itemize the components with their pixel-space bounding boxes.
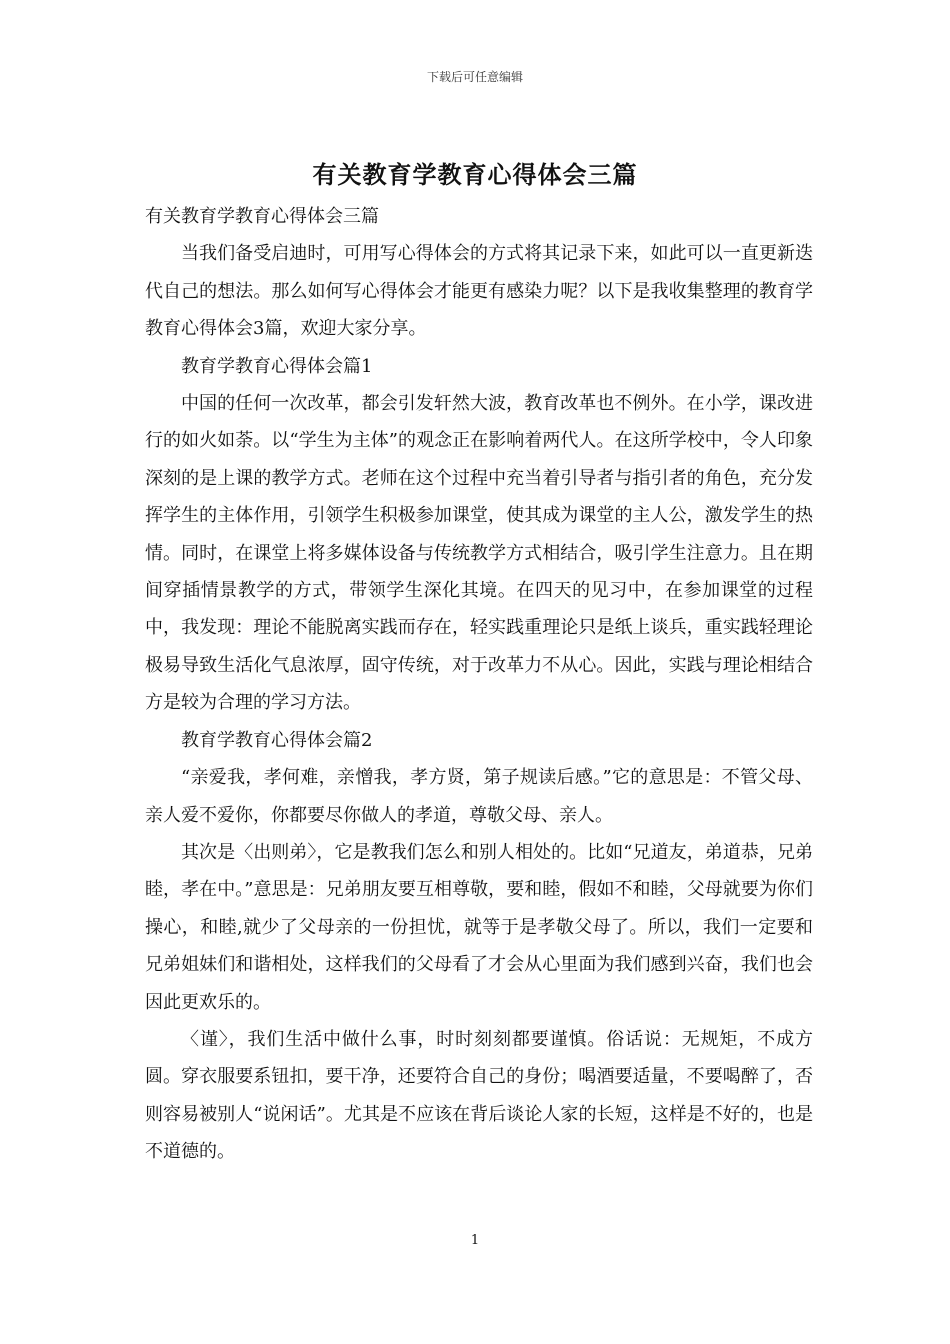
section-heading-2: 教育学教育心得体会篇2 — [181, 729, 373, 751]
body-paragraph: “亲爱我，孝何难，亲憎我，孝方贤，第子规读后感。”它的意思是：不管父母、亲人爱不爱你，你都要尽你做人的孝道，尊敬父母、亲人。 — [145, 767, 813, 826]
section-heading-1: 教育学教育心得体会篇1 — [181, 355, 373, 377]
document-title: 有关教育学教育心得体会三篇 — [312, 160, 638, 189]
body-paragraph: 〈谨〉，我们生活中做什么事，时时刻刻都要谨慎。俗话说：无规矩，不成方圆。穿衣服要系钮扣，要干净，还要符合自己的身份；喝酒要适量，不要喝醉了，否则容易被别人“说闲话”。尤其是不应该在背后谈论人家的长短，这样是不好的，也是不道德的。 — [145, 1028, 813, 1163]
document-body — [145, 198, 813, 1171]
document-subtitle: 有关教育学教育心得体会三篇 — [145, 206, 379, 227]
body-paragraph: 其次是〈出则弟〉，它是教我们怎么和别人相处的。比如“兄道友，弟道恭，兄弟睦，孝在中。”意思是：兄弟朋友要互相尊敬，要和睦，假如不和睦，父母就要为你们操心，和睦,就少了父母亲的一份担忧，就等于是孝敬父母了。所以，我们一定要和兄弟姐妹们和谐相处，这样我们的父母看了才会从心里面为我们感到兴奋，我们也会因此更欢乐的。 — [145, 841, 813, 1013]
page-header: 下载后可任意编辑 — [426, 70, 523, 84]
intro-paragraph: 当我们备受启迪时，可用写心得体会的方式将其记录下来，如此可以一直更新迭代自己的想法。那么如何写心得体会才能更有感染力呢？以下是我收集整理的教育学教育心得体会3篇，欢迎大家分享。 — [145, 243, 813, 340]
page-number: 1 — [470, 1233, 480, 1248]
body-paragraph: 中国的任何一次改革，都会引发轩然大波，教育改革也不例外。在小学，课改进行的如火如荼。以“学生为主体”的观念正在影响着两代人。在这所学校中，令人印象深刻的是上课的教学方式。老师在这个过程中充当着引导者与指引者的角色，充分发挥学生的主体作用，引领学生积极参加课堂，使其成为课堂的主人公，激发学生的热情。同时，在课堂上将多媒体设备与传统教学方式相结合，吸引学生注意力。且在期间穿插情景教学的方式，带领学生深化其境。在四天的见习中，在参加课堂的过程中，我发现：理论不能脱离实践而存在，轻实践重理论只是纸上谈兵，重实践轻理论极易导致生活化气息浓厚，固守传统，对于改革力不从心。因此，实践与理论相结合方是较为合理的学习方法。 — [145, 393, 813, 714]
